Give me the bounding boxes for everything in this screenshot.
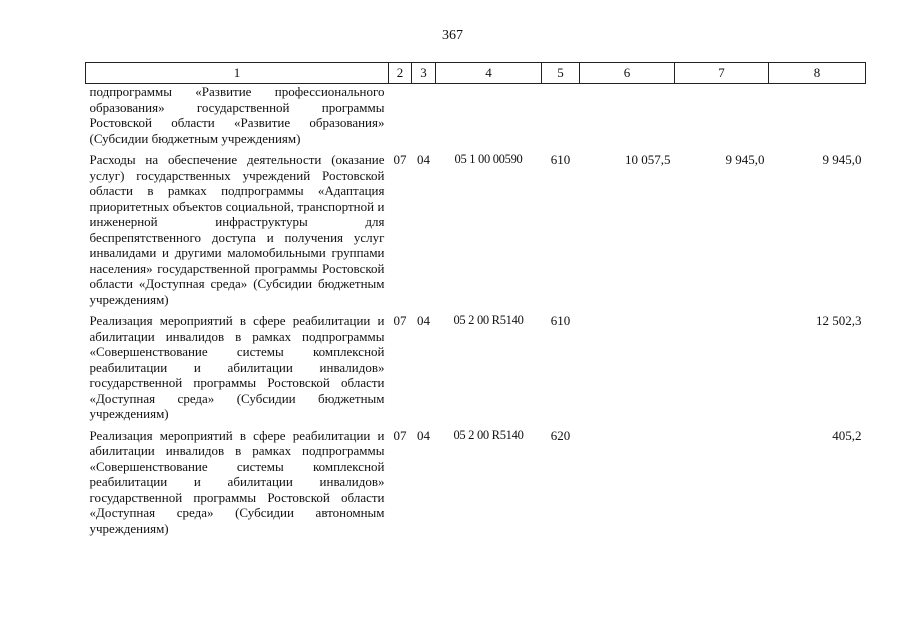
row-amount-year1 [580, 84, 675, 153]
row-section: 07 [393, 152, 407, 167]
row-amount-year2 [675, 84, 769, 153]
page-number: 367 [442, 28, 463, 43]
row-expense-type: 610 [550, 313, 571, 328]
row-expense-type [542, 84, 580, 153]
row-amount-year2 [675, 428, 769, 543]
table-row [86, 313, 866, 428]
header-col-1: 1 [86, 63, 389, 84]
row-section: 07 [393, 313, 407, 328]
header-row [86, 63, 866, 84]
table-body [86, 84, 866, 543]
row-amount-year1 [580, 313, 675, 428]
row-amount-year3 [769, 84, 866, 153]
table-header [86, 63, 866, 84]
row-subsection: 04 [417, 313, 430, 328]
row-target-code: 05 1 00 00590 [454, 152, 523, 166]
row-target-code: 05 2 00 R5140 [453, 313, 524, 327]
row-amount-year1: 10 057,5 [625, 152, 671, 167]
row-section [389, 84, 412, 153]
row-description: Реализация мероприятий в сфере реабилитации и абилитации инвалидов в рамках подпрограммы «Совершенствование системы комплексной реабилитации и абилитации инвалидов» государственной программы Ростовской области «Доступная среда» (Субсидии бюджетным учреждениям) [89, 313, 385, 421]
row-amount-year3: 12 502,3 [816, 313, 862, 328]
header-col-2: 2 [389, 63, 412, 84]
table-row [86, 428, 866, 543]
row-amount-year1 [580, 428, 675, 543]
row-target-code [436, 84, 542, 153]
row-description: Реализация мероприятий в сфере реабилитации и абилитации инвалидов в рамках подпрограммы «Совершенствование системы комплексной реабилитации и абилитации инвалидов» государственной программы Ростовской области «Доступная среда» (Субсидии автономным учреждениям) [89, 427, 385, 536]
row-expense-type: 610 [550, 152, 571, 167]
header-col-3: 3 [412, 63, 436, 84]
row-amount-year2 [675, 313, 769, 428]
table-row [86, 152, 866, 313]
table-row [86, 84, 866, 153]
budget-table [85, 62, 866, 542]
row-section: 07 [393, 427, 407, 443]
row-description: подпрограммы «Развитие профессионального образования» государственной программы Ростовской области «Развитие образования» (Субсидии бюджетным учреждениям) [89, 84, 385, 146]
header-col-5: 5 [542, 63, 580, 84]
row-subsection: 04 [417, 427, 430, 443]
row-subsection [412, 84, 436, 153]
row-amount-year3: 405,2 [832, 427, 862, 443]
header-col-7: 7 [675, 63, 769, 84]
header-col-6: 6 [580, 63, 675, 84]
row-subsection: 04 [417, 152, 430, 167]
row-target-code: 05 2 00 R5140 [453, 427, 524, 442]
row-amount-year2: 9 945,0 [725, 152, 765, 167]
row-amount-year3: 9 945,0 [822, 152, 862, 167]
row-description: Расходы на обеспечение деятельности (оказание услуг) государственных учреждений Ростовской области в рамках подпрограммы «Адаптация приоритетных объектов социальной, транспортной и инженерной инфраструктуры для беспрепятственного доступа и получения услуг инвалидами и другими маломобильными группами населения» государственной программы Ростовской области «Доступная среда» (Субсидии бюджетным учреждениям) [89, 152, 385, 307]
row-expense-type: 620 [550, 427, 571, 443]
header-col-8: 8 [769, 63, 866, 84]
header-col-4: 4 [436, 63, 542, 84]
